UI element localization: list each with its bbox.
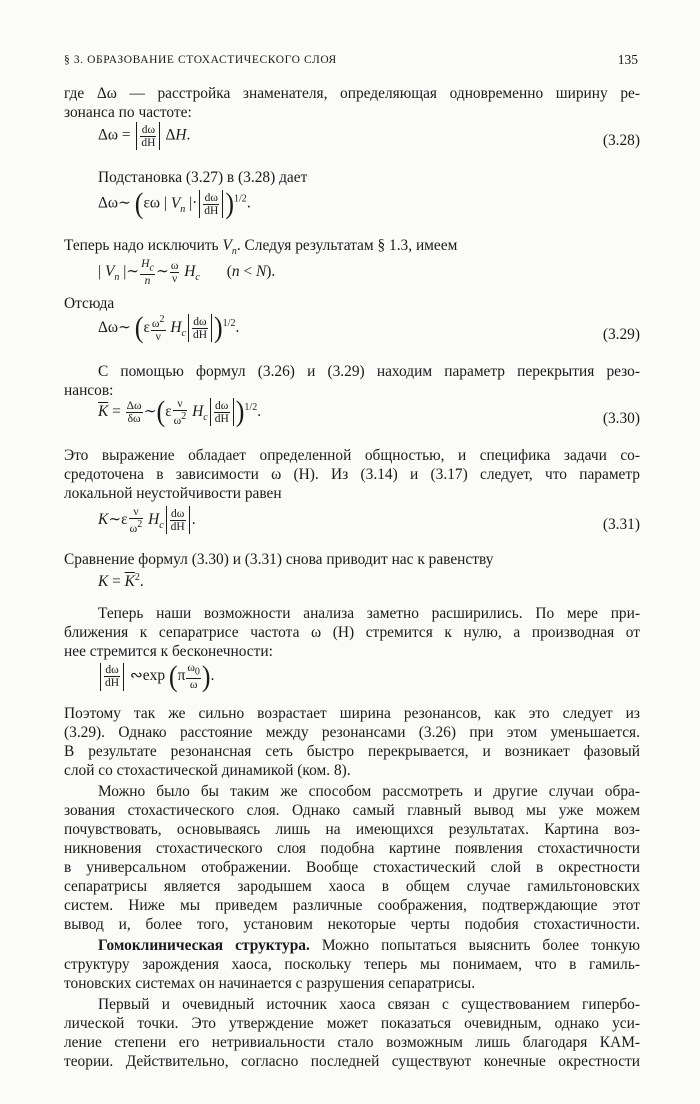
text-line: структуру зарождения хаоса, поскольку теперь мы понимаем, что в гамиль- <box>64 956 640 973</box>
formula-3-29: Δω∼ (ε $\frac{\omega^2}{\nu}$ $H_c$ $\frac{d\omega}{dH}$ )$^{1/2}$. <box>98 311 240 345</box>
text-line: Сравнение формул (3.30) и (3.31) снова приводит нас к равенству <box>64 551 494 568</box>
text-line: зования стохастического слоя. Однако самый главный вывод мы уже можем <box>64 802 640 819</box>
formula-divergence: $\frac{d\omega}{dH}$ ∾exp (π $\frac{\omega_0}{\omega}$ ). <box>98 662 214 691</box>
text-line: нансов: <box>64 382 114 399</box>
text-line: Гомоклиническая структура. Можно попытаться выяснить более тонкую <box>98 937 641 954</box>
text-line: Подстановка (3.27) в (3.28) дает <box>98 169 308 186</box>
equation-number: (3.28) <box>602 132 640 149</box>
text-line: локальной неустойчивости равен <box>64 485 282 502</box>
text-line: систем. Ниже мы приведем различные соображения, подтверждающие этот <box>64 897 640 914</box>
equation-number: (3.30) <box>602 410 640 427</box>
text-line: слой со стохастической динамикой (ком. 8). <box>64 762 351 779</box>
text-line: зонанса по частоте: <box>64 104 192 121</box>
equation-number: (3.31) <box>602 516 640 533</box>
page-number: 135 <box>617 52 638 67</box>
text-line: Это выражение обладает определенной общностью, и специфика задачи со- <box>64 447 640 464</box>
text-line: В результате резонансная сеть быстро перекрывается, и возникает фазовый <box>64 743 640 760</box>
text-line: ление степени его нетривиальности стало возможным лишь благодаря КАМ- <box>64 1034 640 1051</box>
text-line: в универсальном отображении. Вообще стохастический слой в окрестности <box>64 859 640 876</box>
running-header <box>64 50 640 70</box>
text-line: С помощью формул (3.26) и (3.29) находим параметр перекрытия резо- <box>98 363 640 380</box>
text-line: Теперь наши возможности анализа заметно расширились. По мере при- <box>98 605 640 622</box>
section-title: § 3. ОБРАЗОВАНИЕ СТОХАСТИЧЕСКОГО СЛОЯ <box>64 54 337 66</box>
text-line: никновения стохастического слоя подобна картине появления стохастичности <box>64 840 640 857</box>
equation-number: (3.29) <box>602 326 640 343</box>
formula-vn: | $V_n$ |∼ $\frac{H_c}{n}$ ∼ $\frac{\omega}{\nu}$ $H_c$ (n < N). <box>98 258 276 288</box>
text-line: Первый и очевидный источник хаоса связан с существованием гипербо- <box>98 996 640 1013</box>
formula-k-equality: $K = \overline{K}^2$. <box>98 572 144 591</box>
text-line: где Δω — расстройка знаменателя, определяющая одновременно ширину ре- <box>64 85 640 102</box>
text-line: Можно было бы таким же способом рассмотреть и другие случаи обра- <box>98 783 640 800</box>
text-line: Теперь надо исключить $V_n$. Следуя результатам § 1.3, имеем <box>64 237 458 258</box>
text-line: (3.29). Однако расстояние между резонансами (3.26) при этом уменьшается. <box>64 724 640 741</box>
formula-3-31: K∼ε $\frac{\nu}{\omega^2}$ $H_c$ $\frac{d\omega}{dH}$ . <box>98 506 196 535</box>
text-line: нее стремится к бесконечности: <box>64 643 273 660</box>
text-line: тоновских системах он начинается с разрушения сепаратрисы. <box>64 975 476 992</box>
text-line: Поэтому так же сильно возрастает ширина резонансов, как это следует из <box>64 705 640 722</box>
text-line: лической точки. Это утверждение может показаться очевидным, однако уси- <box>64 1015 640 1032</box>
text-line: сепаратрисы является зародышем хаоса в общем случае гамильтоновских <box>64 878 640 895</box>
text-line: ближения к сепаратрисе частота ω (H) стремится к нулю, а производная от <box>64 624 640 641</box>
formula-delta-omega: Δω = $\frac{d\omega}{dH}$ ΔH. <box>98 123 191 149</box>
text-line: почувствовать, основываясь лишь на имеющихся результатах. Картина воз- <box>64 821 640 838</box>
formula-3-30: $\overline{K}$ = $\frac{\Delta\omega}{\delta\omega}$ ∼(ε $\frac{\nu}{\omega^2}$ $H_c$ $\frac{d\omega}{dH}$ )$^{1/2}$. <box>98 395 262 429</box>
text-line: теории. Действительно, согласно последней существуют конечные окрестности <box>64 1053 640 1070</box>
text-line: Отсюда <box>64 295 115 312</box>
formula-delta-omega-approx: Δω∼ (εω | $V_n$ |· $\frac{d\omega}{dH}$ )$^{1/2}$. <box>98 186 251 221</box>
text-line: вывод и, более того, установим некоторые черты подобия стохастичности. <box>64 916 640 933</box>
text-line: средоточена в зависимости ω (H). Из (3.14) и (3.17) следует, что параметр <box>64 466 640 483</box>
subsection-heading: Гомоклиническая структура. <box>98 937 310 954</box>
